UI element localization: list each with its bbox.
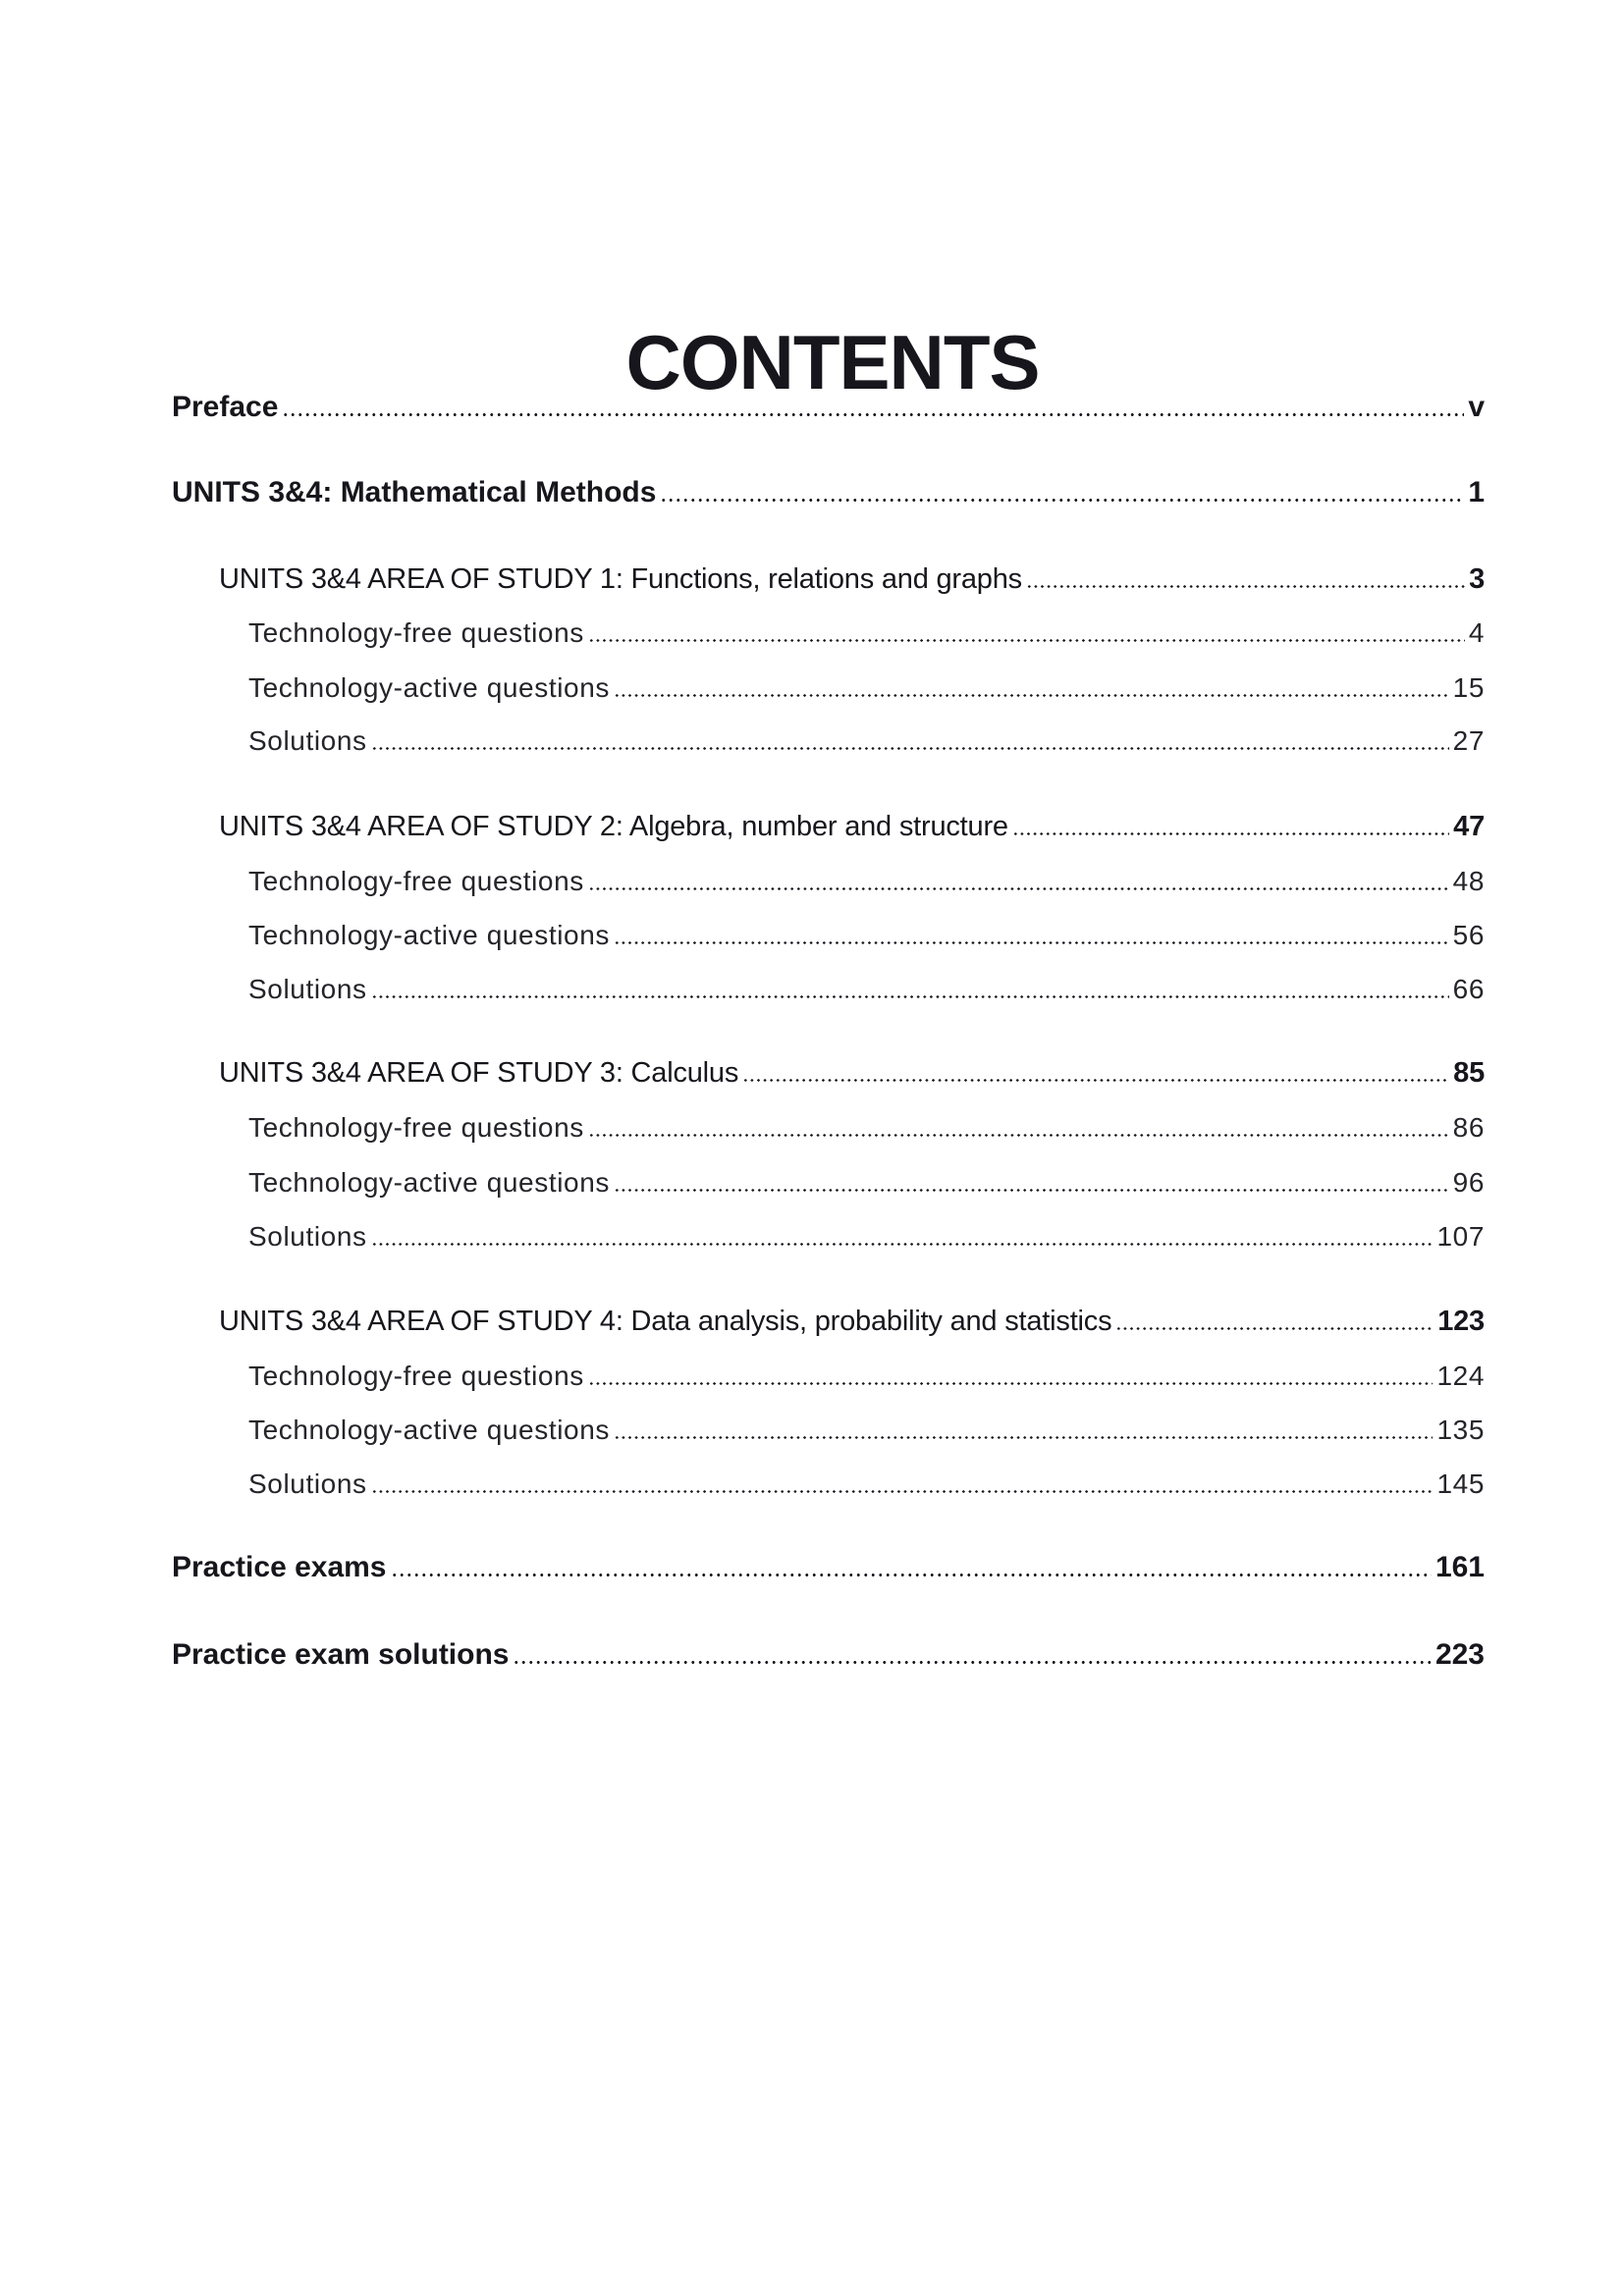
dot-leader — [371, 1243, 1434, 1246]
toc-entry-label: Technology-active questions — [248, 920, 610, 950]
toc-entry-aos4-technology-active[interactable] — [248, 1413, 1485, 1448]
dot-leader — [660, 499, 1464, 502]
toc-entry-page: 223 — [1435, 1638, 1485, 1671]
toc-entry-page: 124 — [1436, 1361, 1485, 1391]
dot-leader — [282, 413, 1464, 416]
toc-entry-label: UNITS 3&4 AREA OF STUDY 3: Calculus — [219, 1057, 739, 1089]
toc-entry-label: Solutions — [248, 725, 367, 756]
toc-entry-label: Technology-active questions — [248, 1167, 610, 1198]
toc-entry-page: 161 — [1435, 1551, 1485, 1583]
toc-entry-page: 1 — [1468, 476, 1485, 508]
toc-entry-aos4-solutions[interactable] — [248, 1467, 1485, 1502]
toc-entry-label: Solutions — [248, 974, 367, 1004]
toc-entry-label: Technology-active questions — [248, 1415, 610, 1445]
dot-leader — [588, 887, 1449, 890]
toc-entry-page: 47 — [1453, 811, 1485, 842]
toc-entry-area-of-study-4[interactable] — [219, 1304, 1485, 1339]
toc-entry-page: 86 — [1452, 1112, 1485, 1143]
toc-entry-label: UNITS 3&4 AREA OF STUDY 4: Data analysis, probability and statistics — [219, 1306, 1112, 1337]
toc-entry-aos3-technology-active[interactable] — [248, 1165, 1485, 1201]
toc-entry-units[interactable] — [172, 475, 1485, 510]
toc-entry-practice-exams[interactable] — [172, 1550, 1485, 1585]
toc-entry-aos4-technology-free[interactable] — [248, 1359, 1485, 1394]
dot-leader — [371, 1490, 1434, 1493]
dot-leader — [614, 1189, 1449, 1192]
dot-leader — [742, 1079, 1449, 1082]
dot-leader — [588, 1382, 1434, 1385]
toc-entry-aos2-technology-free[interactable] — [248, 864, 1485, 899]
toc-entry-aos1-solutions[interactable] — [248, 723, 1485, 759]
toc-entry-practice-exam-solutions[interactable] — [172, 1637, 1485, 1673]
toc-entry-label: Practice exam solutions — [172, 1638, 510, 1671]
toc-entry-page: 135 — [1436, 1415, 1485, 1445]
toc-entry-aos2-solutions[interactable] — [248, 972, 1485, 1007]
toc-entry-page: 96 — [1452, 1167, 1485, 1198]
dot-leader — [1012, 832, 1449, 835]
dot-leader — [1115, 1327, 1434, 1330]
toc-entry-label: UNITS 3&4 AREA OF STUDY 2: Algebra, number and structure — [219, 811, 1008, 842]
toc-entry-page: 123 — [1437, 1306, 1485, 1337]
toc-entry-label: Preface — [172, 391, 279, 423]
toc-entry-area-of-study-3[interactable] — [219, 1055, 1485, 1091]
toc-entry-page: v — [1468, 391, 1485, 423]
toc-entry-page: 4 — [1468, 617, 1485, 648]
toc-entry-label: UNITS 3&4: Mathematical Methods — [172, 476, 657, 508]
toc-entry-area-of-study-1[interactable] — [219, 561, 1485, 597]
toc-entry-page: 27 — [1452, 725, 1485, 756]
toc-entry-aos3-solutions[interactable] — [248, 1219, 1485, 1255]
toc-entry-label: Technology-free questions — [248, 1361, 584, 1391]
dot-leader — [371, 995, 1449, 998]
toc-entry-page: 107 — [1436, 1221, 1485, 1252]
page-title: CONTENTS — [625, 319, 1040, 406]
toc-entry-page: 85 — [1453, 1057, 1485, 1089]
toc-entry-label: Technology-free questions — [248, 617, 584, 648]
dot-leader — [614, 694, 1449, 697]
toc-entry-label: Solutions — [248, 1221, 367, 1252]
toc-entry-aos1-technology-free[interactable] — [248, 615, 1485, 651]
toc-entry-page: 48 — [1452, 866, 1485, 896]
toc-entry-preface[interactable] — [172, 390, 1485, 425]
dot-leader — [391, 1574, 1432, 1576]
toc-entry-label: Practice exams — [172, 1551, 387, 1583]
toc-entry-page: 3 — [1469, 563, 1485, 595]
dot-leader — [513, 1661, 1431, 1664]
toc-entry-page: 145 — [1436, 1468, 1485, 1499]
toc-entry-aos3-technology-free[interactable] — [248, 1110, 1485, 1146]
dot-leader — [588, 639, 1465, 642]
dot-leader — [614, 941, 1449, 944]
toc-entry-label: Technology-active questions — [248, 672, 610, 703]
toc-entry-page: 66 — [1452, 974, 1485, 1004]
dot-leader — [371, 747, 1449, 750]
toc-entry-label: Technology-free questions — [248, 1112, 584, 1143]
toc-entry-label: UNITS 3&4 AREA OF STUDY 1: Functions, relations and graphs — [219, 563, 1022, 595]
toc-entry-aos1-technology-active[interactable] — [248, 670, 1485, 706]
toc-entry-aos2-technology-active[interactable] — [248, 918, 1485, 953]
toc-entry-label: Solutions — [248, 1468, 367, 1499]
toc-entry-page: 56 — [1452, 920, 1485, 950]
toc-entry-page: 15 — [1452, 672, 1485, 703]
toc-entry-label: Technology-free questions — [248, 866, 584, 896]
dot-leader — [614, 1436, 1434, 1439]
toc-entry-area-of-study-2[interactable] — [219, 809, 1485, 844]
dot-leader — [1026, 585, 1465, 588]
dot-leader — [588, 1134, 1449, 1137]
